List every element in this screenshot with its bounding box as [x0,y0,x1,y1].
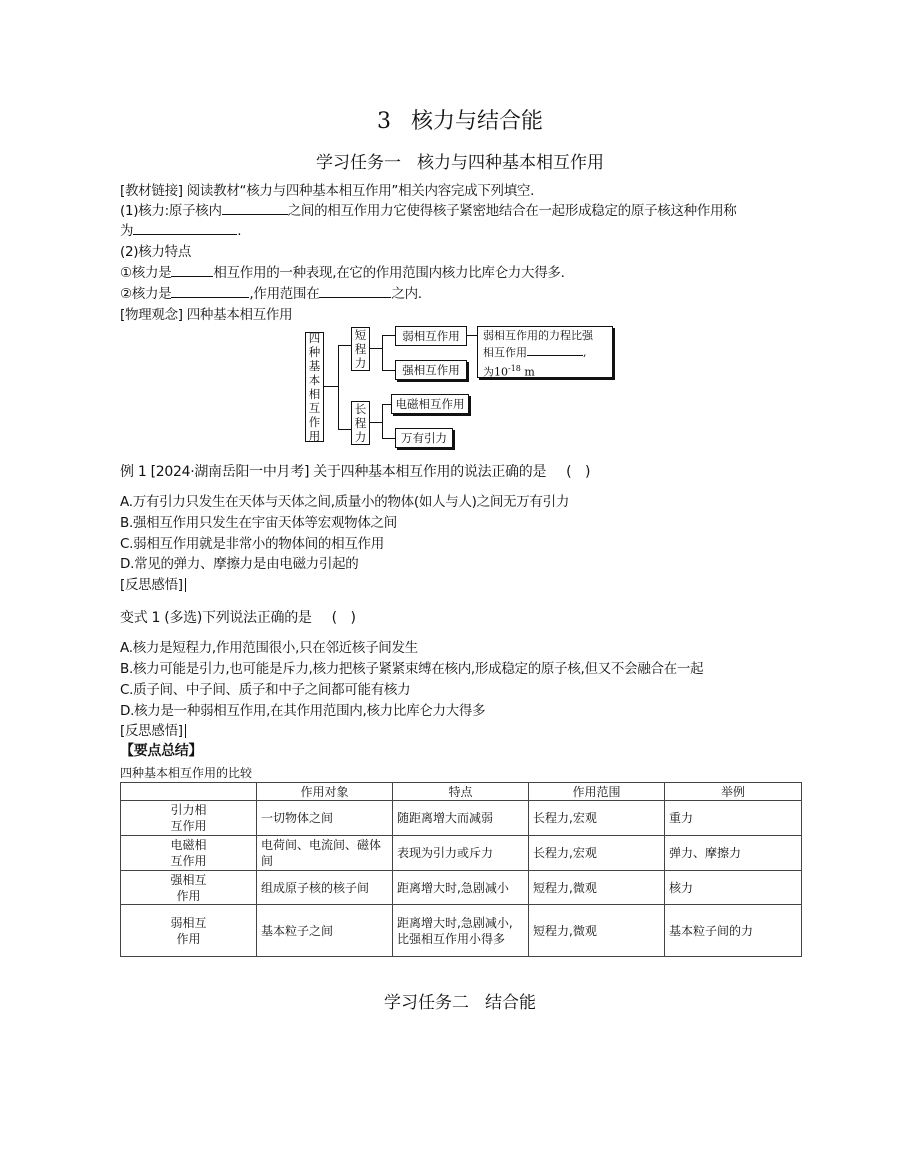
fill-blank-4[interactable] [171,285,249,298]
task1-label: 学习任务一 [316,153,401,173]
em-interaction-box: 电磁相互作用 [391,394,469,414]
text-segment: m [520,365,535,379]
name-line: 电磁相 [170,838,207,852]
root-char: 相 [308,387,321,401]
name-line: 作用 [176,888,201,903]
variant-1-reflection [120,722,186,740]
root-char: 本 [308,373,321,387]
example-1-reflection [120,576,186,594]
fill-blank-6[interactable] [527,344,583,356]
answer-paren[interactable]: ( ) [566,464,591,480]
short-char: 力 [354,356,367,370]
physics-concept-line: [物理观念] 四种基本相互作用 [120,307,293,323]
object-cell: 电荷间、电流间、磁体间 [257,836,393,871]
text-segment: [反思感悟] [120,577,183,593]
root-char: 四 [308,331,321,345]
text-segment: 变式 1 (多选)下列说法正确的是 [120,610,312,626]
long-char: 力 [354,430,367,444]
short-range-box [351,327,370,371]
header-cell: 作用对象 [257,783,393,801]
feature-cell: 随距离增大而减弱 [393,801,529,836]
connector-line [338,429,351,430]
root-char: 互 [308,401,321,415]
connector-line [338,345,351,346]
name-line: 弱相互 [170,915,207,930]
text-segment: . [237,223,242,239]
variant-1-option-c: C.质子间、中子间、质子和中子之间都可能有核力 [120,682,411,698]
header-cell: 举例 [665,783,802,801]
summary-heading: 【要点总结】 [120,743,203,759]
task1-text: 核力与四种基本相互作用 [417,153,604,173]
connector-line [370,422,382,423]
fill-blank-5[interactable] [319,285,391,298]
long-char: 程 [354,416,367,430]
table-row [121,801,802,836]
row-name-cell [121,801,257,836]
text-segment: , [583,346,587,359]
example-1-option-b: B.强相互作用只发生在宇宙天体等宏观物体之间 [120,515,397,531]
feature-cell: 距离增大时,急剧减小 [393,871,529,905]
answer-paren[interactable]: ( ) [331,610,356,626]
nuclear-force-features-heading: (2)核力特点 [120,244,192,260]
table-header-row [121,783,802,801]
note-line: 弱相互作用的力程比强 [483,329,593,342]
example-1-stem [120,463,590,481]
page-title [0,104,920,135]
row-name-cell [121,836,257,871]
connector-line [382,370,395,371]
table-title: 四种基本相互作用的比较 [120,766,253,780]
note-line [483,344,607,361]
short-char: 短 [354,328,367,342]
weak-interaction-box: 弱相互作用 [395,326,467,346]
example-1-option-a: A.万有引力只发生在天体与天体之间,质量小的物体(如人与人)之间无万有引力 [120,494,570,510]
root-char: 用 [308,429,321,443]
header-cell: 特点 [393,783,529,801]
name-line: 互作用 [170,854,207,868]
gravity-box: 万有引力 [395,428,453,448]
exponent: -18 [508,364,521,373]
text-cursor [185,578,186,592]
diagram-root-box [305,332,324,442]
example-cell: 基本粒子间的力 [665,905,802,957]
long-range-box [351,401,370,445]
text-segment: ①核力是 [120,265,172,281]
name-line: 引力相 [170,803,207,817]
text-segment: 相互作用的一种表现,在它的作用范围内核力比库仑力大得多. [213,265,565,281]
comparison-table [120,782,802,957]
section-title: 核力与结合能 [410,109,543,134]
table-row [121,836,802,871]
connector-line [382,335,395,336]
example-cell: 重力 [665,801,802,836]
root-char: 作 [308,415,321,429]
table-row [121,905,802,957]
feature-1-line [120,264,565,282]
connector-line [370,348,382,349]
variant-1-stem [120,609,356,627]
variant-1-option-a: A.核力是短程力,作用范围很小,只在邻近核子间发生 [120,640,418,656]
text-segment: 相互作用 [483,346,527,359]
fill-blank-2[interactable] [133,222,237,235]
nuclear-force-definition [120,202,736,220]
short-char: 程 [354,342,367,356]
feature-cell: 表现为引力或斥力 [393,836,529,871]
strong-interaction-box: 强相互作用 [395,360,467,380]
text-segment: [反思感悟] [120,723,183,739]
task1-heading [0,148,920,173]
textbook-link-line: [教材链接] 阅读教材“核力与四种基本相互作用”相关内容完成下列填空. [120,183,535,199]
nuclear-force-definition-cont [120,222,241,240]
text-segment: 为 [120,223,134,239]
connector-line [382,335,383,370]
connector-line [382,404,391,405]
text-segment: 之内. [391,286,422,302]
weak-range-note [477,326,613,378]
range-cell: 短程力,微观 [529,871,665,905]
example-1-option-c: C.弱相互作用就是非常小的物体间的相互作用 [120,536,384,552]
task2-text: 结合能 [485,993,536,1013]
fill-blank-3[interactable] [171,264,213,277]
text-segment: 之间的相互作用力它使得核子紧密地结合在一起形成稳定的原子核这种作用称 [287,203,737,219]
root-char: 基 [308,359,321,373]
range-cell: 长程力,宏观 [529,836,665,871]
note-line [483,361,607,381]
task2-heading [0,988,920,1013]
row-name-cell [121,905,257,957]
object-cell: 一切物体之间 [257,801,393,836]
header-cell: 作用范围 [529,783,665,801]
header-cell [121,783,257,801]
range-cell: 长程力,宏观 [529,801,665,836]
variant-1-option-d: D.核力是一种弱相互作用,在其作用范围内,核力比库仑力大得多 [120,703,486,719]
text-segment: ,作用范围在 [249,286,320,302]
section-number: 3 [376,109,391,134]
connector-line [467,335,477,336]
example-cell: 核力 [665,871,802,905]
name-line: 作用 [176,931,201,946]
root-char: 种 [308,345,321,359]
object-cell: 组成原子核的核子间 [257,871,393,905]
object-cell: 基本粒子之间 [257,905,393,957]
feature-cell: 距离增大时,急剧减小,比强相互作用小得多 [393,905,529,957]
four-interactions-diagram [305,326,617,444]
name-line: 互作用 [170,819,207,833]
connector-line [382,438,395,439]
text-segment: (1)核力:原子核内 [120,203,222,219]
text-segment: ②核力是 [120,286,172,302]
feature-2-line [120,285,422,303]
variant-1-option-b: B.核力可能是引力,也可能是斥力,核力把核子紧紧束缚在核内,形成稳定的原子核,但又不会融合在一起 [120,661,704,677]
range-cell: 短程力,微观 [529,905,665,957]
text-segment: 为10 [483,365,508,379]
name-line: 强相互 [170,872,207,887]
text-segment: 例 1 [2024·湖南岳阳一中月考] 关于四种基本相互作用的说法正确的是 [120,464,547,480]
connector-line [324,386,338,387]
example-cell: 弹力、摩擦力 [665,836,802,871]
connector-line [338,345,339,429]
text-cursor [185,724,186,738]
long-char: 长 [354,402,367,416]
table-row [121,871,802,905]
connector-line [382,404,383,438]
task2-label: 学习任务二 [384,993,469,1013]
row-name-cell [121,871,257,905]
example-1-option-d: D.常见的弹力、摩擦力是由电磁力引起的 [120,556,359,572]
fill-blank-1[interactable] [222,202,288,215]
